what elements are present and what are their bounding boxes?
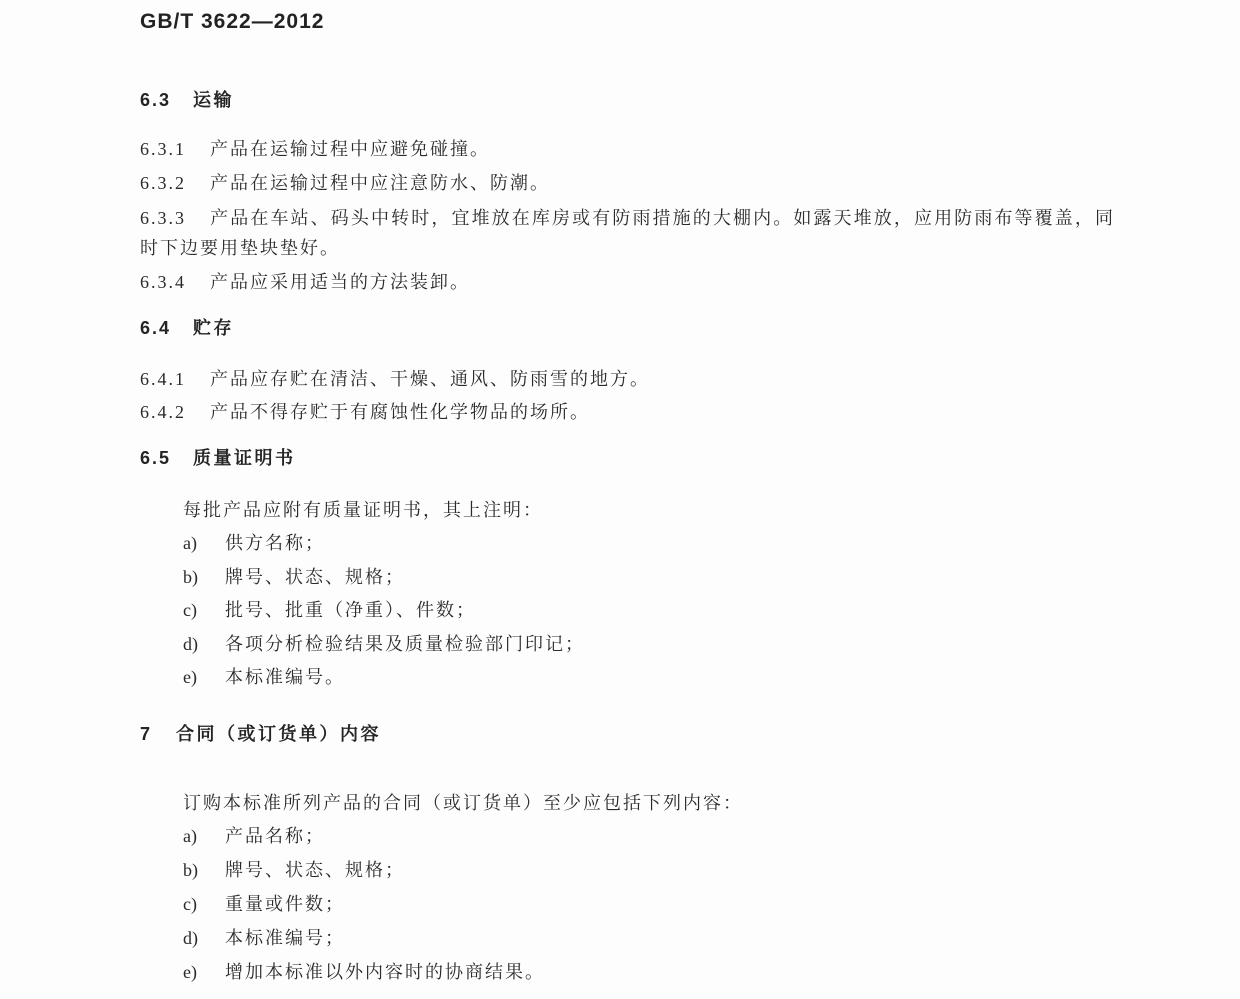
clause-text: 产品在运输过程中应注意防水、防潮。 bbox=[210, 173, 550, 193]
clause-text: 产品不得存贮于有腐蚀性化学物品的场所。 bbox=[210, 402, 590, 422]
section-title: 质量证明书 bbox=[193, 448, 296, 468]
list-item-text: 产品名称； bbox=[225, 826, 325, 846]
section-heading-6-4 bbox=[140, 314, 234, 340]
clause-number: 6.3.1 bbox=[140, 139, 186, 159]
list-item-text: 批号、批重（净重）、件数； bbox=[225, 600, 476, 620]
list-item-label: b) bbox=[183, 567, 198, 587]
standard-number: GB/T 3622—2012 bbox=[140, 10, 325, 33]
list-item bbox=[140, 822, 325, 848]
list-item bbox=[140, 563, 405, 589]
list-item-label: d) bbox=[183, 634, 198, 654]
list-item-text: 供方名称； bbox=[225, 533, 325, 553]
list-item-text: 增加本标准以外内容时的协商结果。 bbox=[225, 962, 545, 982]
clause-text: 产品应存贮在清洁、干燥、通风、防雨雪的地方。 bbox=[210, 369, 650, 389]
clause-6-4-1 bbox=[140, 364, 650, 394]
list-item-text: 牌号、状态、规格； bbox=[225, 860, 405, 880]
section-heading-7 bbox=[140, 720, 381, 746]
section-title: 运输 bbox=[193, 90, 234, 110]
clause-number: 6.3.3 bbox=[140, 208, 186, 228]
section-number: 6.5 bbox=[140, 448, 172, 468]
list-item bbox=[140, 890, 345, 916]
clause-6-3-4 bbox=[140, 267, 470, 297]
clause-number: 6.3.2 bbox=[140, 173, 186, 193]
paragraph-6-5-intro: 每批产品应附有质量证明书，其上注明： bbox=[183, 500, 543, 520]
section-title: 合同（或订货单）内容 bbox=[176, 724, 381, 744]
clause-number: 6.4.1 bbox=[140, 369, 186, 389]
section-heading-6-3 bbox=[140, 86, 234, 112]
list-item bbox=[140, 856, 405, 882]
clause-text: 产品在运输过程中应避免碰撞。 bbox=[210, 139, 490, 159]
clause-6-4-2 bbox=[140, 397, 590, 427]
list-item-label: e) bbox=[183, 667, 197, 687]
list-item-text: 重量或件数； bbox=[225, 894, 345, 914]
list-item-label: d) bbox=[183, 928, 198, 948]
list-item bbox=[140, 958, 545, 984]
list-item-label: a) bbox=[183, 826, 197, 846]
section-number: 6.3 bbox=[140, 90, 172, 110]
list-item-label: c) bbox=[183, 600, 197, 620]
clause-6-3-2 bbox=[140, 168, 550, 198]
clause-6-3-1 bbox=[140, 134, 490, 164]
list-item bbox=[140, 596, 476, 622]
list-item-text: 各项分析检验结果及质量检验部门印记； bbox=[225, 634, 585, 654]
list-item bbox=[140, 924, 345, 950]
list-item bbox=[140, 630, 585, 656]
list-item-label: b) bbox=[183, 860, 198, 880]
list-item bbox=[140, 529, 325, 555]
list-item-label: e) bbox=[183, 962, 197, 982]
section-number: 7 bbox=[140, 724, 153, 744]
section-number: 6.4 bbox=[140, 318, 172, 338]
list-item-label: c) bbox=[183, 894, 197, 914]
paragraph-7-intro: 订购本标准所列产品的合同（或订货单）至少应包括下列内容： bbox=[183, 793, 743, 813]
clause-6-3-3 bbox=[140, 203, 1115, 263]
list-item-text: 牌号、状态、规格； bbox=[225, 567, 405, 587]
section-title: 贮存 bbox=[193, 318, 234, 338]
clause-number: 6.4.2 bbox=[140, 402, 186, 422]
list-item-text: 本标准编号。 bbox=[225, 667, 345, 687]
clause-text: 产品应采用适当的方法装卸。 bbox=[210, 272, 470, 292]
clause-text: 产品在车站、码头中转时，宜堆放在库房或有防雨措施的大棚内。如露天堆放，应用防雨布等覆盖，同时下边要用垫块垫好。 bbox=[140, 208, 1115, 258]
section-heading-6-5 bbox=[140, 444, 296, 470]
list-item-label: a) bbox=[183, 533, 197, 553]
list-item-text: 本标准编号； bbox=[225, 928, 345, 948]
clause-number: 6.3.4 bbox=[140, 272, 186, 292]
list-item bbox=[140, 663, 345, 689]
